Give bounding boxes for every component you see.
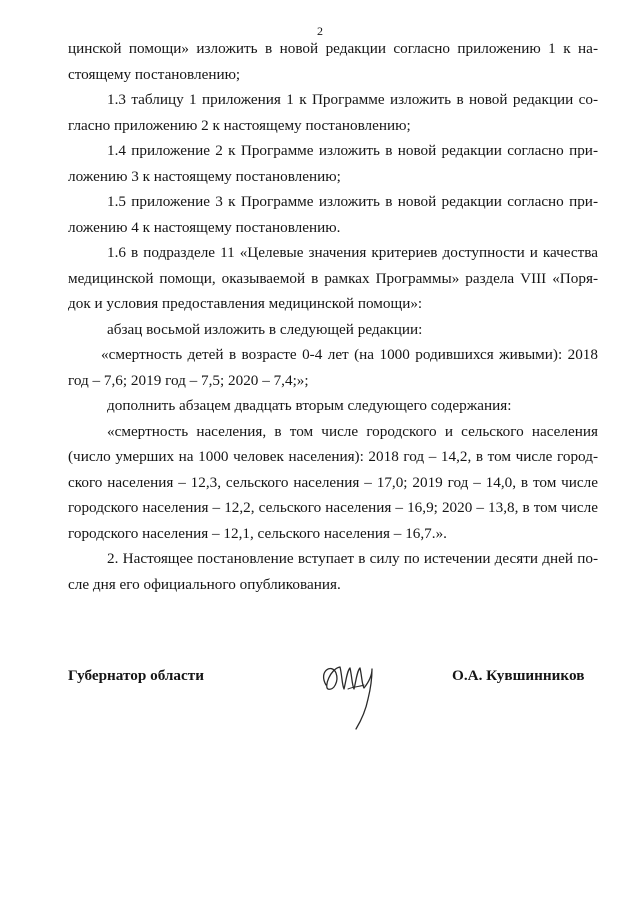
paragraph-effective-date: 2. Настоящее постановление вступает в силу по истечении десяти дней после дня его официального опубликования. [68, 550, 598, 593]
signer-name: О.А. Кувшинников [452, 667, 585, 684]
paragraph-eighth-abzac: абзац восьмой изложить в следующей редакции: [107, 320, 423, 338]
paragraph-item-1-3: 1.3 таблицу 1 приложения 1 к Программе изложить в новой редакции согласно приложению 2 к настоящему постановлению; [68, 91, 598, 134]
paragraph-population-mortality: «смертность населения, в том числе городского и сельского населения (число умерших на 1000 человек населения): 2018 год – 14,2, в том числе городского населения – 12,3, сельского населения – 17,0; 2019 год – 14,0, в том числе городского населения – 12,2, сельского населения – 16,9; 2020 – 13,8, в том числе городского населения – 12,1, сельского населения – 16,7.». [68, 422, 598, 542]
page-number: 2 [317, 24, 323, 38]
paragraph-child-mortality: «смертность детей в возрасте 0-4 лет (на 1000 родившихся живыми): 2018 год – 7,6; 2019 год – 7,5; 2020 – 7,4;»; [68, 346, 598, 389]
paragraph-item-1-4: 1.4 приложение 2 к Программе изложить в новой редакции согласно приложению 3 к настоящему постановлению; [68, 142, 598, 185]
paragraph-item-1-5: 1.5 приложение 3 к Программе изложить в новой редакции согласно приложению 4 к настоящему постановлению. [68, 193, 598, 236]
document-body [68, 36, 598, 597]
signer-title: Губернатор области [68, 667, 204, 684]
paragraph-add-abzac: дополнить абзацем двадцать вторым следующего содержания: [107, 397, 512, 414]
handwritten-signature [312, 655, 382, 731]
paragraph-item-1-6: 1.6 в подразделе 11 «Целевые значения критериев доступности и качества медицинской помощи, оказываемой в рамках Программы» раздела VIII «Порядок и условия предоставления медицинской помощи»: [68, 244, 598, 312]
signature-block [0, 655, 640, 735]
paragraph-continuation: цинской помощи» изложить в новой редакции согласно приложению 1 к настоящему постановлению; [68, 40, 598, 83]
